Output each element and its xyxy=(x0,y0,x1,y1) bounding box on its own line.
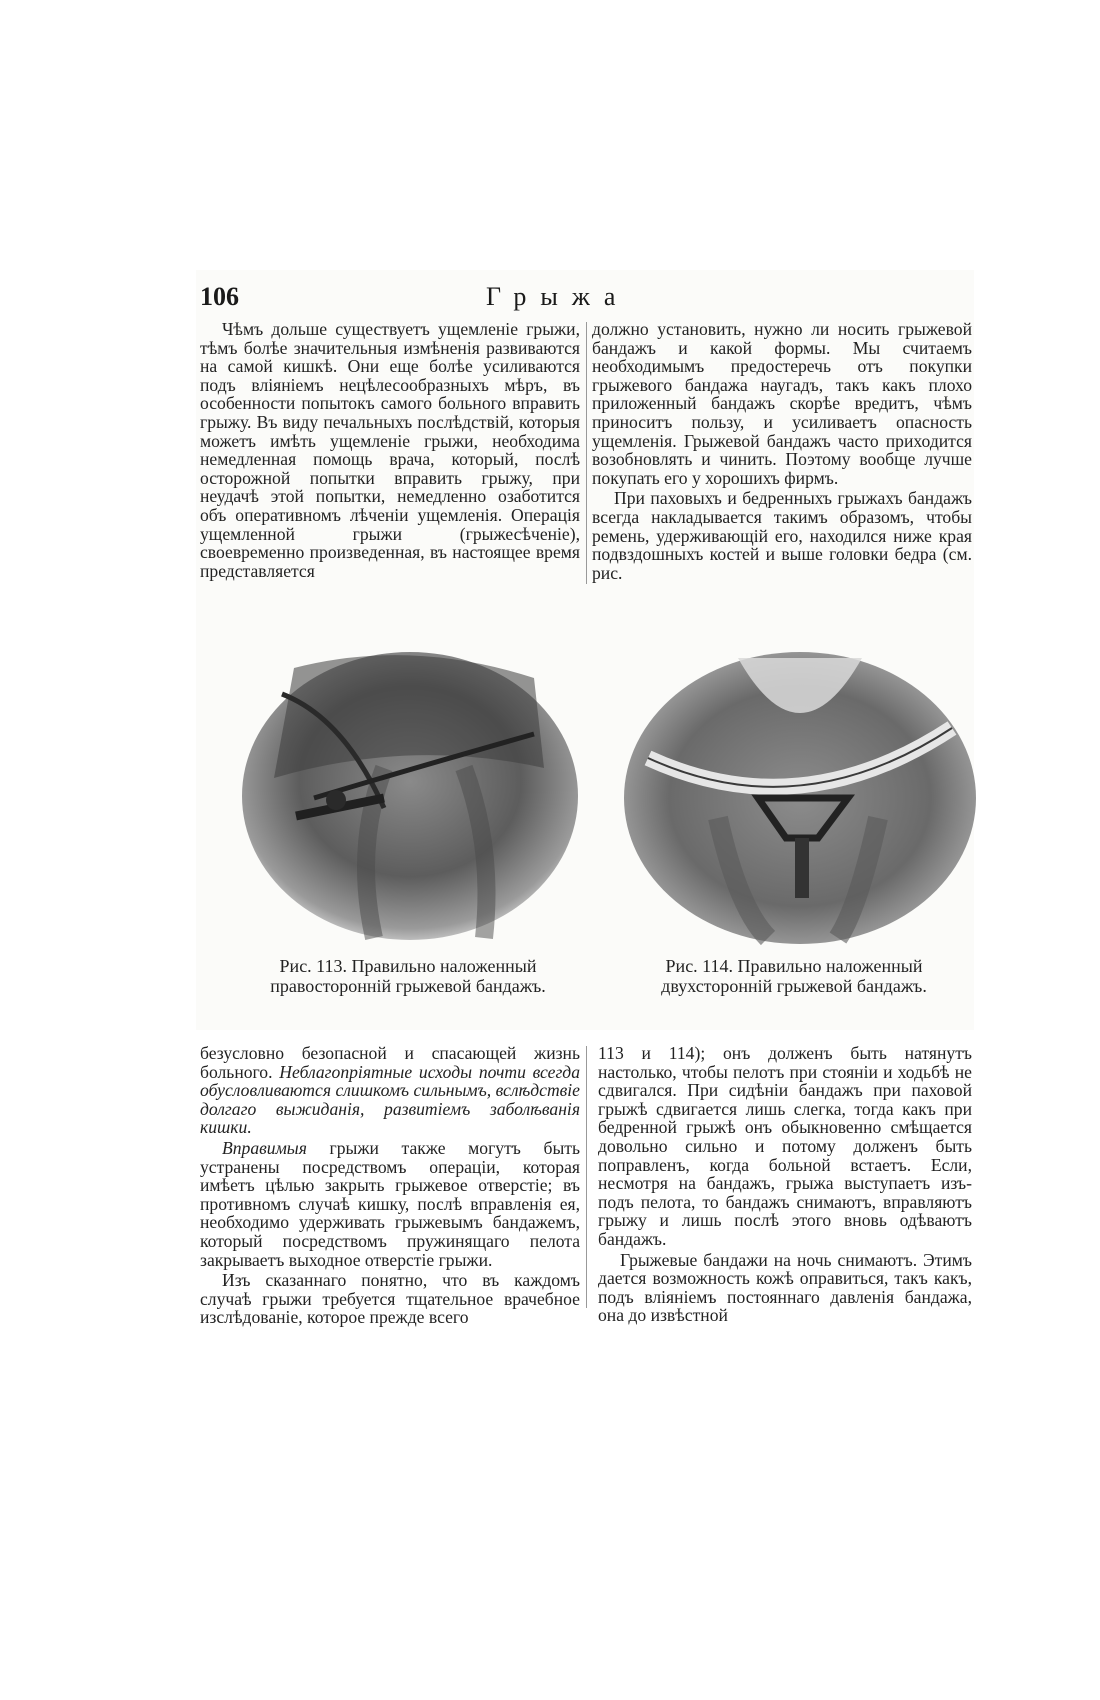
right-column-top xyxy=(592,320,972,582)
page-number: 106 xyxy=(200,282,239,311)
left-column-bottom xyxy=(200,1044,580,1327)
text-run: грыжи также могутъ быть устранены посредствомъ операціи, которая имѣетъ цѣлью закрыть грыжевое отверстіе; въ противномъ случаѣ кишку, послѣ вправленія ея, необходимо удерживать грыжевымъ бандажемъ, который посредствомъ пружинящаго пелота закрываетъ выходное отверстіе грыжи. xyxy=(200,1137,580,1270)
figure-114-illustration xyxy=(618,648,982,948)
page-header xyxy=(200,282,970,318)
emphasis-text: Неблагопріятные исходы почти всегда обусловливаются слишкомъ сильнымъ, вслѣдствіе долгаго выжиданія, развитіемъ заболѣванія кишки. xyxy=(200,1061,581,1138)
paragraph xyxy=(200,1139,580,1269)
running-title: Грыжа xyxy=(486,282,630,311)
paragraph xyxy=(200,1044,580,1137)
figure-113-illustration xyxy=(234,648,586,948)
left-column-top xyxy=(200,320,580,580)
right-column-bottom xyxy=(598,1044,972,1325)
text-run: безусловно безопасной и спасающей жизнь больного. xyxy=(200,1043,580,1082)
paragraph: Изъ сказаннаго понятно, что въ каждомъ случаѣ грыжи требуется тщательное врачебное изслѣдованіе, которое прежде всего xyxy=(200,1270,580,1328)
paragraph: При паховыхъ и бедренныхъ грыжахъ бандажъ всегда накладывается такимъ образомъ, чтобы ремень, удерживающій его, находился ниже края подвздошныхъ костей и выше головки бедра (см. рис. xyxy=(592,488,972,583)
column-divider xyxy=(586,322,587,584)
figure-114-caption: Рис. 114. Правильно наложенный двухсторонній грыжевой бандажъ. xyxy=(661,956,927,996)
figure-113-caption: Рис. 113. Правильно наложенный правосторонній грыжевой бандажъ. xyxy=(270,956,546,996)
paragraph: Грыжевые бандажи на ночь снимаютъ. Этимъ дается возможность кожѣ оправиться, такъ какъ, подъ вліяніемъ постояннаго давленія бандажа, она до извѣстной xyxy=(598,1249,972,1326)
paragraph: должно установить, нужно ли носить грыжевой бандажъ и какой формы. Мы считаемъ необходимымъ предостеречь отъ покупки грыжевого бандажа наугадъ, такъ какъ плохо приложенный бандажъ скорѣе вредитъ, чѣмъ приноситъ пользу, и усиливаетъ опасность ущемленія. Грыжевой бандажъ часто приходится возобновлять и чинить. Поэтому вообще лучше покупать его у хорошихъ фирмъ. xyxy=(592,319,972,488)
paragraph: 113 и 114); онъ долженъ быть натянутъ настолько, чтобы пелотъ при стояніи и ходьбѣ не сдвигался. При сидѣніи бандажъ при паховой грыжѣ сдвигается лишь слегка, тогда какъ при бедренной грыжѣ онъ обыкновенно смѣщается довольно сильно и потому долженъ быть поправленъ, когда больной встаетъ. Если, несмотря на бандажъ, грыжа выступаетъ изъ-подъ пелота, то бандажъ снимаютъ, вправляютъ грыжу и лишь послѣ этого вновь одѣваютъ бандажъ. xyxy=(598,1043,972,1249)
paragraph: Чѣмъ дольше существуетъ ущемленіе грыжи, тѣмъ болѣе значительныя измѣненія развиваются на самой кишкѣ. Они еще болѣе усиливаются подъ вліяніемъ нецѣлесообразныхъ мѣръ, въ особенности попытокъ самого больного вправить грыжу. Въ виду печальныхъ послѣдствій, которыя можетъ имѣть ущемленіе грыжи, необходима немедленная помощь врача, который, послѣ осторожной попытки вправить грыжу, при неудачѣ этой попытки, немедленно озаботится объ оперативномъ лѣченіи ущемленія. Операція ущемленной грыжи (грыжесѣченіе), своевременно произведенная, въ настоящее время представляется xyxy=(200,319,580,581)
emphasis-text: Вправимыя xyxy=(222,1137,307,1158)
column-divider xyxy=(586,1046,587,1308)
